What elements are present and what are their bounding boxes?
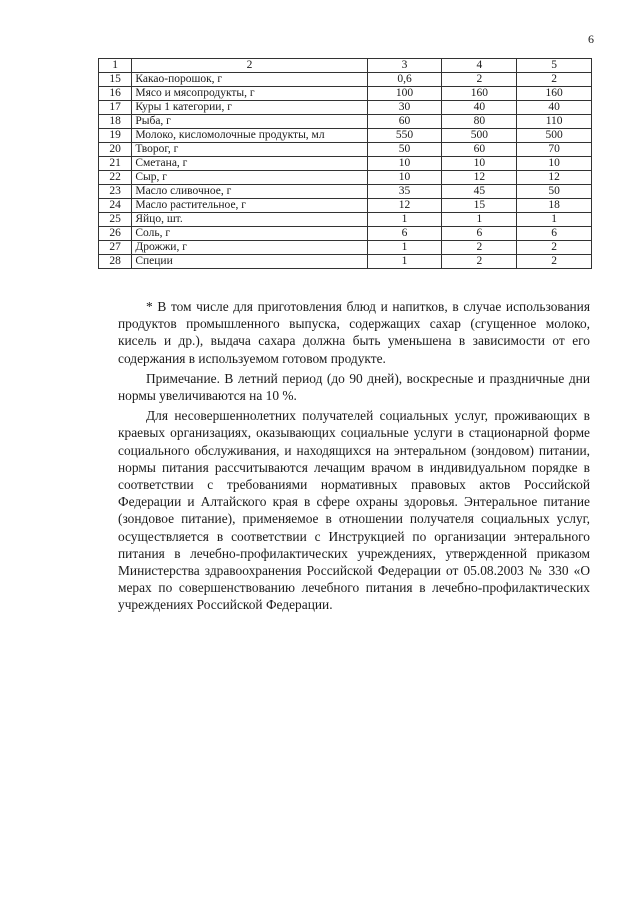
table-cell: 2 <box>442 73 517 87</box>
table-cell: Рыба, г <box>132 115 367 129</box>
table-cell: Дрожжи, г <box>132 241 367 255</box>
table-row <box>99 101 592 115</box>
header-cell: 3 <box>367 59 442 73</box>
header-cell: 1 <box>99 59 132 73</box>
table-cell: 17 <box>99 101 132 115</box>
table-cell: 2 <box>517 73 592 87</box>
table-row <box>99 87 592 101</box>
table-cell: 16 <box>99 87 132 101</box>
table-header-row <box>99 59 592 73</box>
table-row <box>99 143 592 157</box>
nutrition-norms-table <box>98 58 592 269</box>
table-cell: 26 <box>99 227 132 241</box>
table-cell: 27 <box>99 241 132 255</box>
table-cell: 40 <box>517 101 592 115</box>
table-body <box>99 73 592 269</box>
table-row <box>99 157 592 171</box>
table-row <box>99 73 592 87</box>
table-cell: Мясо и мясопродукты, г <box>132 87 367 101</box>
table-row <box>99 171 592 185</box>
remark: Примечание. В летний период (до 90 дней), воскресные и праздничные дни нормы увеличиваются на 10 %. <box>118 370 590 404</box>
table-cell: 20 <box>99 143 132 157</box>
table-cell: 28 <box>99 255 132 269</box>
table-cell: 100 <box>367 87 442 101</box>
table-cell: 2 <box>442 241 517 255</box>
table-cell: 110 <box>517 115 592 129</box>
table-row <box>99 213 592 227</box>
table-cell: 6 <box>517 227 592 241</box>
table-cell: Творог, г <box>132 143 367 157</box>
table-cell: Сыр, г <box>132 171 367 185</box>
table-cell: 500 <box>442 129 517 143</box>
table-cell: 1 <box>367 213 442 227</box>
table-cell: 60 <box>367 115 442 129</box>
table-cell: Масло сливочное, г <box>132 185 367 199</box>
header-cell: 5 <box>517 59 592 73</box>
table-cell: Специи <box>132 255 367 269</box>
table-cell: 18 <box>517 199 592 213</box>
table-cell: 2 <box>442 255 517 269</box>
table-cell: 21 <box>99 157 132 171</box>
table-cell: 160 <box>442 87 517 101</box>
table-cell: 500 <box>517 129 592 143</box>
table-cell: 80 <box>442 115 517 129</box>
table-cell: Куры 1 категории, г <box>132 101 367 115</box>
table-row <box>99 227 592 241</box>
table-cell: 15 <box>442 199 517 213</box>
table-cell: 50 <box>367 143 442 157</box>
table-cell: 50 <box>517 185 592 199</box>
table-row <box>99 199 592 213</box>
table-cell: 70 <box>517 143 592 157</box>
table-cell: 22 <box>99 171 132 185</box>
table-cell: 45 <box>442 185 517 199</box>
table-cell: 10 <box>442 157 517 171</box>
table-cell: Яйцо, шт. <box>132 213 367 227</box>
table-cell: 12 <box>442 171 517 185</box>
table-cell: 10 <box>517 157 592 171</box>
table-cell: 24 <box>99 199 132 213</box>
table-cell: 15 <box>99 73 132 87</box>
table-row <box>99 185 592 199</box>
notes-section <box>118 298 590 617</box>
table-cell: 6 <box>442 227 517 241</box>
table-cell: 2 <box>517 241 592 255</box>
table-cell: 35 <box>367 185 442 199</box>
table-cell: 160 <box>517 87 592 101</box>
table-cell: 25 <box>99 213 132 227</box>
table-cell: 1 <box>442 213 517 227</box>
table-cell: 6 <box>367 227 442 241</box>
page-number: 6 <box>588 32 594 46</box>
table-cell: 1 <box>367 241 442 255</box>
table-cell: 550 <box>367 129 442 143</box>
table-cell: Соль, г <box>132 227 367 241</box>
header-cell: 4 <box>442 59 517 73</box>
table-cell: 23 <box>99 185 132 199</box>
table-cell: 1 <box>517 213 592 227</box>
table-cell: 10 <box>367 157 442 171</box>
table-row <box>99 255 592 269</box>
header-cell: 2 <box>132 59 367 73</box>
table-cell: 0,6 <box>367 73 442 87</box>
table-row <box>99 115 592 129</box>
table-cell: Масло растительное, г <box>132 199 367 213</box>
table-cell: 1 <box>367 255 442 269</box>
table-cell: 60 <box>442 143 517 157</box>
table-cell: Молоко, кисломолочные продукты, мл <box>132 129 367 143</box>
table-cell: Какао-порошок, г <box>132 73 367 87</box>
table-row <box>99 129 592 143</box>
table-cell: 19 <box>99 129 132 143</box>
table-cell: 18 <box>99 115 132 129</box>
table-row <box>99 241 592 255</box>
paragraph: Для несовершеннолетних получателей социальных услуг, проживающих в краевых организациях, оказывающих социальные услуги в стационарной форме социального обслуживания, и находящихся на энтеральном (зондовом) питании, нормы питания рассчитываются лечащим врачом в индивидуальном порядке в соответствии с требованиями нормативных правовых актов Российской Федерации и Алтайского края в сфере охраны здоровья. Энтеральное питание (зондовое питание), применяемое в отношении получателя социальных услуг, осуществляется в соответствии с Инструкцией по организации энтерального питания в лечебно-профилактических учреждениях, утвержденной приказом Министерства здравоохранения Российской Федерации от 05.08.2003 № 330 «О мерах по совершенствованию лечебного питания в лечебно-профилактических учреждениях Российской Федерации. <box>118 408 590 613</box>
table-cell: 10 <box>367 171 442 185</box>
table-cell: Сметана, г <box>132 157 367 171</box>
footnote: * В том числе для приготовления блюд и напитков, в случае использования продуктов промышленного выпуска, содержащих сахар (сгущенное молоко, кисель и др.), выдача сахара должна быть уменьшена в зависимости от его содержания в используемом готовом продукте. <box>118 299 590 366</box>
table-cell: 12 <box>367 199 442 213</box>
table-cell: 2 <box>517 255 592 269</box>
table-cell: 40 <box>442 101 517 115</box>
table-cell: 30 <box>367 101 442 115</box>
table-cell: 12 <box>517 171 592 185</box>
